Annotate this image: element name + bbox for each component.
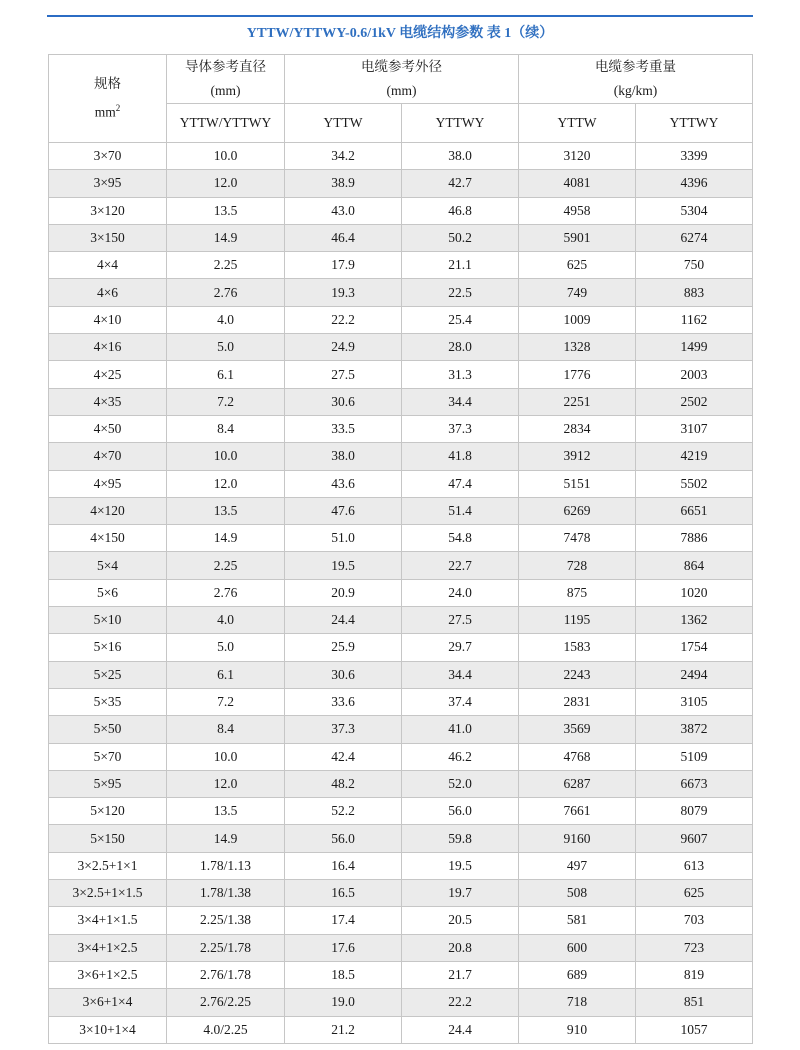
outer-yttw-subheader: YTTW — [285, 104, 402, 143]
spec-cell: 4×35 — [49, 388, 167, 415]
table-row — [49, 197, 753, 224]
conductor-diameter-cell: 10.0 — [167, 743, 285, 770]
weight-yttwy-cell: 2502 — [636, 388, 753, 415]
weight-yttwy-cell: 2494 — [636, 661, 753, 688]
outer-yttw-cell: 16.5 — [285, 880, 402, 907]
conductor-diameter-cell: 2.25/1.78 — [167, 934, 285, 961]
weight-yttwy-cell: 1057 — [636, 1016, 753, 1043]
weight-yttw-cell: 6287 — [519, 770, 636, 797]
conductor-diameter-cell: 4.0/2.25 — [167, 1016, 285, 1043]
weight-yttw-cell: 3569 — [519, 716, 636, 743]
weight-yttw-cell: 4958 — [519, 197, 636, 224]
weight-yttw-cell: 7661 — [519, 798, 636, 825]
weight-yttw-cell: 749 — [519, 279, 636, 306]
weight-yttwy-cell: 819 — [636, 961, 753, 988]
table-row — [49, 579, 753, 606]
weight-yttw-cell: 2831 — [519, 688, 636, 715]
weight-yttwy-cell: 864 — [636, 552, 753, 579]
outer-yttwy-cell: 37.4 — [402, 688, 519, 715]
table-row — [49, 415, 753, 442]
weight-yttw-cell: 1776 — [519, 361, 636, 388]
outer-yttw-cell: 47.6 — [285, 497, 402, 524]
weight-yttwy-cell: 613 — [636, 852, 753, 879]
outer-yttw-cell: 34.2 — [285, 143, 402, 170]
table-row — [49, 497, 753, 524]
conductor-diameter-cell: 6.1 — [167, 361, 285, 388]
weight-yttwy-cell: 723 — [636, 934, 753, 961]
outer-yttwy-cell: 41.0 — [402, 716, 519, 743]
spec-cell: 4×16 — [49, 334, 167, 361]
outer-yttwy-cell: 54.8 — [402, 525, 519, 552]
weight-yttwy-cell: 750 — [636, 252, 753, 279]
weight-yttwy-subheader: YTTWY — [636, 104, 753, 143]
table-row — [49, 907, 753, 934]
spec-cell: 3×6+1×2.5 — [49, 961, 167, 988]
weight-yttwy-cell: 1499 — [636, 334, 753, 361]
table-row — [49, 798, 753, 825]
outer-yttw-cell: 27.5 — [285, 361, 402, 388]
outer-yttwy-cell: 19.5 — [402, 852, 519, 879]
outer-yttwy-cell: 56.0 — [402, 798, 519, 825]
weight-yttwy-cell: 883 — [636, 279, 753, 306]
outer-yttwy-cell: 38.0 — [402, 143, 519, 170]
outer-yttwy-cell: 34.4 — [402, 661, 519, 688]
weight-yttw-cell: 5151 — [519, 470, 636, 497]
spec-cell: 3×10+1×4 — [49, 1016, 167, 1043]
weight-yttwy-cell: 7886 — [636, 525, 753, 552]
page-title: YTTW/YTTWY-0.6/1kV 电缆结构参数 表 1（续） — [246, 26, 554, 41]
cable-parameter-table — [48, 54, 753, 1044]
spec-cell: 3×4+1×1.5 — [49, 907, 167, 934]
weight-yttw-cell: 508 — [519, 880, 636, 907]
spec-cell: 5×70 — [49, 743, 167, 770]
weight-yttw-cell: 581 — [519, 907, 636, 934]
spec-cell: 3×70 — [49, 143, 167, 170]
conductor-header — [167, 55, 285, 104]
outer-yttw-cell: 33.6 — [285, 688, 402, 715]
weight-yttw-cell: 5901 — [519, 224, 636, 251]
spec-cell: 3×150 — [49, 224, 167, 251]
conductor-diameter-cell: 8.4 — [167, 415, 285, 442]
weight-yttw-cell: 625 — [519, 252, 636, 279]
outer-yttwy-cell: 20.8 — [402, 934, 519, 961]
spec-cell: 3×2.5+1×1.5 — [49, 880, 167, 907]
spec-header — [49, 55, 167, 143]
spec-cell: 5×16 — [49, 634, 167, 661]
table-row — [49, 716, 753, 743]
weight-yttw-cell: 9160 — [519, 825, 636, 852]
outer-diameter-header — [285, 55, 519, 104]
table-body — [49, 143, 753, 1044]
outer-yttw-cell: 37.3 — [285, 716, 402, 743]
outer-yttw-cell: 43.0 — [285, 197, 402, 224]
spec-cell: 4×25 — [49, 361, 167, 388]
conductor-diameter-cell: 2.25 — [167, 252, 285, 279]
weight-yttw-cell: 4081 — [519, 170, 636, 197]
weight-yttwy-cell: 6673 — [636, 770, 753, 797]
weight-yttw-cell: 2251 — [519, 388, 636, 415]
conductor-diameter-cell: 2.76/1.78 — [167, 961, 285, 988]
spec-cell: 3×2.5+1×1 — [49, 852, 167, 879]
outer-yttw-cell: 19.0 — [285, 989, 402, 1016]
conductor-diameter-cell: 1.78/1.13 — [167, 852, 285, 879]
spec-cell: 5×35 — [49, 688, 167, 715]
outer-yttwy-cell: 24.0 — [402, 579, 519, 606]
spec-cell: 5×120 — [49, 798, 167, 825]
outer-yttw-cell: 19.3 — [285, 279, 402, 306]
weight-yttw-cell: 7478 — [519, 525, 636, 552]
conductor-diameter-cell: 6.1 — [167, 661, 285, 688]
table-row — [49, 989, 753, 1016]
spec-cell: 5×4 — [49, 552, 167, 579]
weight-yttwy-cell: 3105 — [636, 688, 753, 715]
spec-cell: 5×25 — [49, 661, 167, 688]
outer-yttwy-cell: 51.4 — [402, 497, 519, 524]
spec-cell: 3×120 — [49, 197, 167, 224]
spec-cell: 4×150 — [49, 525, 167, 552]
outer-yttw-cell: 51.0 — [285, 525, 402, 552]
outer-yttw-cell: 19.5 — [285, 552, 402, 579]
weight-yttwy-cell: 3107 — [636, 415, 753, 442]
weight-yttwy-cell: 4219 — [636, 443, 753, 470]
weight-yttwy-cell: 9607 — [636, 825, 753, 852]
weight-yttw-cell: 6269 — [519, 497, 636, 524]
weight-yttw-cell: 1328 — [519, 334, 636, 361]
conductor-diameter-cell: 14.9 — [167, 825, 285, 852]
conductor-diameter-cell: 14.9 — [167, 525, 285, 552]
weight-yttwy-cell: 2003 — [636, 361, 753, 388]
conductor-header-unit: (mm) — [210, 83, 241, 98]
spec-cell: 4×70 — [49, 443, 167, 470]
weight-yttwy-cell: 1020 — [636, 579, 753, 606]
weight-yttwy-cell: 3872 — [636, 716, 753, 743]
weight-yttw-cell: 1195 — [519, 607, 636, 634]
conductor-subheader: YTTW/YTTWY — [167, 104, 285, 143]
conductor-diameter-cell: 12.0 — [167, 770, 285, 797]
weight-yttw-subheader: YTTW — [519, 104, 636, 143]
spec-cell: 4×4 — [49, 252, 167, 279]
spec-cell: 3×95 — [49, 170, 167, 197]
outer-yttw-cell: 20.9 — [285, 579, 402, 606]
table-row — [49, 361, 753, 388]
spec-cell: 5×10 — [49, 607, 167, 634]
conductor-diameter-cell: 10.0 — [167, 443, 285, 470]
spec-cell: 4×95 — [49, 470, 167, 497]
outer-yttwy-subheader: YTTWY — [402, 104, 519, 143]
spec-cell: 4×50 — [49, 415, 167, 442]
table-row — [49, 388, 753, 415]
conductor-diameter-cell: 13.5 — [167, 197, 285, 224]
conductor-diameter-cell: 7.2 — [167, 388, 285, 415]
table-row — [49, 306, 753, 333]
outer-yttwy-cell: 22.5 — [402, 279, 519, 306]
weight-yttw-cell: 1583 — [519, 634, 636, 661]
outer-yttw-cell: 24.4 — [285, 607, 402, 634]
table-row — [49, 170, 753, 197]
conductor-diameter-cell: 14.9 — [167, 224, 285, 251]
spec-cell: 5×150 — [49, 825, 167, 852]
table-row — [49, 252, 753, 279]
table-row — [49, 525, 753, 552]
conductor-diameter-cell: 4.0 — [167, 306, 285, 333]
outer-yttw-cell: 46.4 — [285, 224, 402, 251]
conductor-diameter-cell: 7.2 — [167, 688, 285, 715]
weight-yttwy-cell: 1162 — [636, 306, 753, 333]
spec-cell: 3×4+1×2.5 — [49, 934, 167, 961]
outer-yttw-cell: 22.2 — [285, 306, 402, 333]
weight-yttwy-cell: 6274 — [636, 224, 753, 251]
outer-yttwy-cell: 28.0 — [402, 334, 519, 361]
weight-yttwy-cell: 5502 — [636, 470, 753, 497]
conductor-diameter-cell: 12.0 — [167, 170, 285, 197]
outer-yttwy-cell: 20.5 — [402, 907, 519, 934]
spec-header-label: 规格 — [94, 76, 121, 92]
conductor-diameter-cell: 5.0 — [167, 634, 285, 661]
weight-yttw-cell: 3120 — [519, 143, 636, 170]
conductor-diameter-cell: 2.25 — [167, 552, 285, 579]
outer-yttw-cell: 38.9 — [285, 170, 402, 197]
table-row — [49, 770, 753, 797]
conductor-diameter-cell: 2.25/1.38 — [167, 907, 285, 934]
spec-cell: 5×50 — [49, 716, 167, 743]
conductor-diameter-cell: 1.78/1.38 — [167, 880, 285, 907]
weight-yttw-cell: 718 — [519, 989, 636, 1016]
table-row — [49, 688, 753, 715]
weight-yttw-cell: 600 — [519, 934, 636, 961]
outer-yttwy-cell: 37.3 — [402, 415, 519, 442]
weight-yttw-cell: 910 — [519, 1016, 636, 1043]
conductor-diameter-cell: 12.0 — [167, 470, 285, 497]
outer-yttw-cell: 18.5 — [285, 961, 402, 988]
outer-yttwy-cell: 21.7 — [402, 961, 519, 988]
table-row — [49, 607, 753, 634]
table-row — [49, 279, 753, 306]
weight-yttw-cell: 875 — [519, 579, 636, 606]
conductor-diameter-cell: 2.76 — [167, 279, 285, 306]
table-row — [49, 334, 753, 361]
outer-yttw-cell: 21.2 — [285, 1016, 402, 1043]
spec-cell: 4×6 — [49, 279, 167, 306]
weight-yttw-cell: 4768 — [519, 743, 636, 770]
conductor-diameter-cell: 13.5 — [167, 798, 285, 825]
outer-yttwy-cell: 46.2 — [402, 743, 519, 770]
outer-yttw-cell: 16.4 — [285, 852, 402, 879]
weight-yttw-cell: 728 — [519, 552, 636, 579]
conductor-diameter-cell: 10.0 — [167, 143, 285, 170]
weight-yttw-cell: 1009 — [519, 306, 636, 333]
outer-yttw-cell: 33.5 — [285, 415, 402, 442]
weight-yttwy-cell: 5109 — [636, 743, 753, 770]
outer-yttw-cell: 30.6 — [285, 388, 402, 415]
outer-yttw-cell: 56.0 — [285, 825, 402, 852]
outer-yttwy-cell: 22.7 — [402, 552, 519, 579]
weight-yttwy-cell: 5304 — [636, 197, 753, 224]
table-row — [49, 552, 753, 579]
outer-yttwy-cell: 19.7 — [402, 880, 519, 907]
outer-yttw-cell: 48.2 — [285, 770, 402, 797]
spec-cell: 5×95 — [49, 770, 167, 797]
weight-yttwy-cell: 6651 — [636, 497, 753, 524]
outer-yttw-cell: 42.4 — [285, 743, 402, 770]
outer-yttw-cell: 25.9 — [285, 634, 402, 661]
weight-yttwy-cell: 703 — [636, 907, 753, 934]
conductor-diameter-cell: 13.5 — [167, 497, 285, 524]
outer-yttwy-cell: 29.7 — [402, 634, 519, 661]
outer-yttwy-cell: 59.8 — [402, 825, 519, 852]
conductor-diameter-cell: 8.4 — [167, 716, 285, 743]
weight-yttwy-cell: 1362 — [636, 607, 753, 634]
outer-yttw-cell: 17.6 — [285, 934, 402, 961]
table-row — [49, 852, 753, 879]
weight-yttwy-cell: 3399 — [636, 143, 753, 170]
weight-yttw-cell: 689 — [519, 961, 636, 988]
outer-yttw-cell: 30.6 — [285, 661, 402, 688]
spec-cell: 4×120 — [49, 497, 167, 524]
outer-yttw-cell: 38.0 — [285, 443, 402, 470]
outer-diameter-header-label: 电缆参考外径 — [361, 59, 442, 74]
spec-header-unit-sup: 2 — [115, 103, 121, 114]
outer-yttw-cell: 17.4 — [285, 907, 402, 934]
outer-yttw-cell: 24.9 — [285, 334, 402, 361]
weight-yttwy-cell: 1754 — [636, 634, 753, 661]
weight-yttwy-cell: 8079 — [636, 798, 753, 825]
outer-yttwy-cell: 25.4 — [402, 306, 519, 333]
spec-cell: 5×6 — [49, 579, 167, 606]
weight-yttw-cell: 2243 — [519, 661, 636, 688]
outer-yttw-cell: 52.2 — [285, 798, 402, 825]
outer-yttwy-cell: 42.7 — [402, 170, 519, 197]
spec-cell: 4×10 — [49, 306, 167, 333]
weight-yttw-cell: 497 — [519, 852, 636, 879]
table-row — [49, 470, 753, 497]
table-row — [49, 961, 753, 988]
conductor-diameter-cell: 2.76/2.25 — [167, 989, 285, 1016]
table-row — [49, 880, 753, 907]
weight-yttwy-cell: 4396 — [636, 170, 753, 197]
outer-yttw-cell: 17.9 — [285, 252, 402, 279]
table-row — [49, 661, 753, 688]
outer-yttwy-cell: 22.2 — [402, 989, 519, 1016]
outer-yttwy-cell: 24.4 — [402, 1016, 519, 1043]
table-row — [49, 743, 753, 770]
conductor-diameter-cell: 2.76 — [167, 579, 285, 606]
weight-yttw-cell: 3912 — [519, 443, 636, 470]
conductor-diameter-cell: 5.0 — [167, 334, 285, 361]
weight-yttwy-cell: 851 — [636, 989, 753, 1016]
outer-diameter-header-unit: (mm) — [386, 83, 417, 98]
table-row — [49, 224, 753, 251]
spec-header-unit: mm — [94, 104, 116, 120]
weight-header-unit: (kg/km) — [613, 83, 658, 98]
outer-yttwy-cell: 27.5 — [402, 607, 519, 634]
table-row — [49, 934, 753, 961]
table-row — [49, 634, 753, 661]
table-row — [49, 143, 753, 170]
outer-yttwy-cell: 34.4 — [402, 388, 519, 415]
outer-yttwy-cell: 47.4 — [402, 470, 519, 497]
weight-yttwy-cell: 625 — [636, 880, 753, 907]
spec-cell: 3×6+1×4 — [49, 989, 167, 1016]
weight-header — [519, 55, 753, 104]
weight-header-label: 电缆参考重量 — [595, 59, 676, 74]
header-row — [49, 55, 753, 104]
conductor-header-label: 导体参考直径 — [185, 59, 266, 74]
table-row — [49, 1016, 753, 1043]
outer-yttwy-cell: 52.0 — [402, 770, 519, 797]
outer-yttwy-cell: 41.8 — [402, 443, 519, 470]
outer-yttwy-cell: 31.3 — [402, 361, 519, 388]
weight-yttw-cell: 2834 — [519, 415, 636, 442]
outer-yttw-cell: 43.6 — [285, 470, 402, 497]
table-row — [49, 825, 753, 852]
outer-yttwy-cell: 21.1 — [402, 252, 519, 279]
outer-yttwy-cell: 46.8 — [402, 197, 519, 224]
outer-yttwy-cell: 50.2 — [402, 224, 519, 251]
conductor-diameter-cell: 4.0 — [167, 607, 285, 634]
header-rule — [47, 15, 753, 17]
table-row — [49, 443, 753, 470]
